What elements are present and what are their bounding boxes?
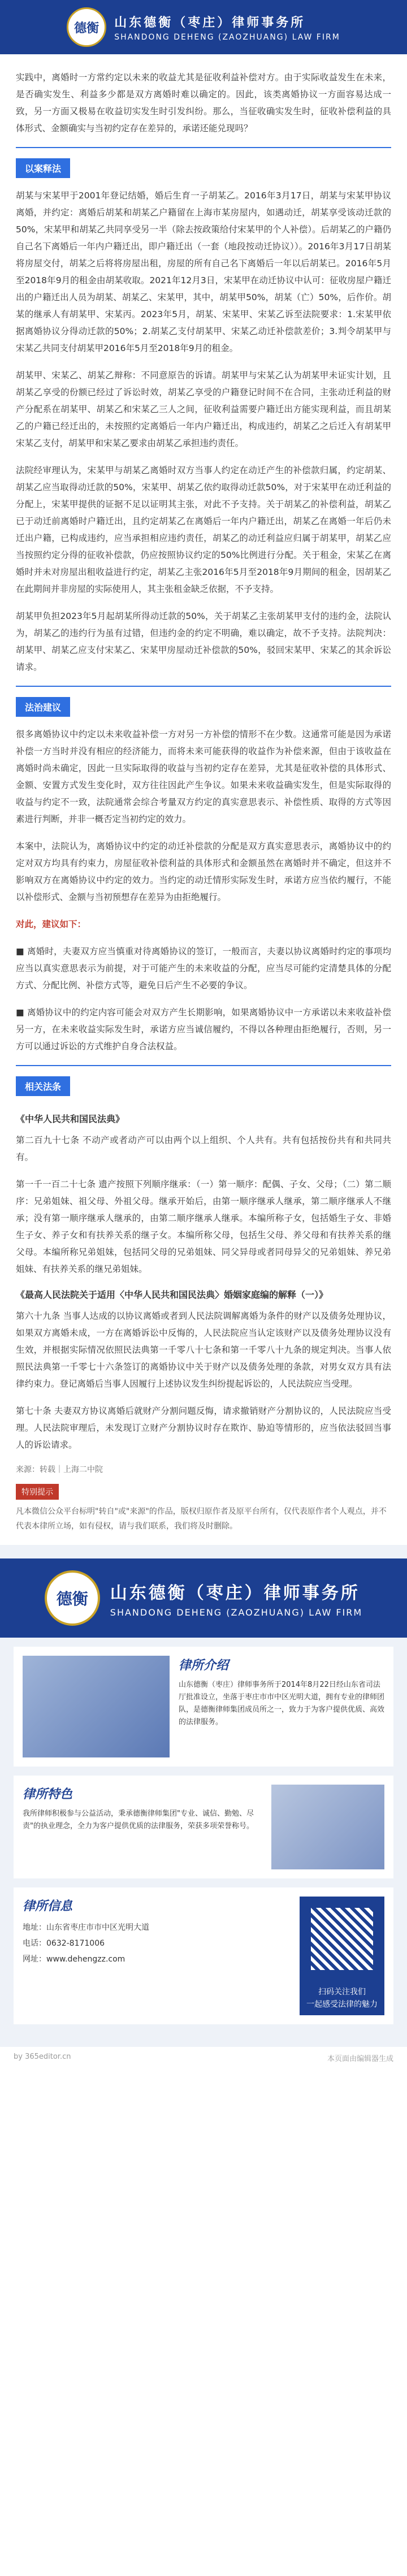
case-section [0, 148, 407, 676]
promo-header [0, 1558, 407, 1638]
footer-right: 本页面由编辑器生成 [327, 2055, 393, 2063]
firm-promo-poster [0, 1545, 407, 2047]
special-notice-badge: 特别提示 [16, 1484, 59, 1500]
promo-firm-name-cn: 山东德衡（枣庄）律师事务所 [110, 1583, 360, 1603]
footer-left: by 365editor.cn [14, 2053, 71, 2061]
intro-paragraph: 实践中，离婚时一方常约定以未来的收益尤其是征收利益补偿对方。由于实际收益发生在未来，是否确实发生、利益多少都是双方离婚时难以确定的。因此，该类离婚协议一方面容易达成一致，另一方面又极易在收益切实发生时引发纠纷。那么，当征收确实发生时，征收补偿利益的具体形式、金额确实与当初约定存在差异的，承诺还能兑现吗？ [16, 72, 391, 133]
promo-header-text [110, 1579, 362, 1618]
civil-code-title: 《中华人民共和国民法典》 [16, 1114, 125, 1124]
firm-name-en: SHANDONG DEHENG (ZAOZHUANG) LAW FIRM [114, 32, 340, 42]
case-paragraph: 法院经审理认为，宋某甲与胡某乙离婚时双方当事人约定在动迁产生的补偿款归属，约定胡某、胡某乙应当取得动迁款的50%，宋某甲、胡某乙依约取得动迁款50%，对于宋某甲在动迁利益的分配上，宋某甲提供的证据不足以证明其主张，对此不予支持。关于胡某乙的补偿利益，胡某乙已于动迁前离婚时户籍迁出，且约定胡某乙在离婚后一年内户籍迁出，胡某乙在离婚一年后仍未迁出户籍，已构成违约，应当承担相应违约责任，胡某乙的动迁利益应归属于胡某甲，胡某乙应当按照约定分得的征收补偿款，仍应按照协议约定的50%比例进行分配。关于租金，宋某乙在离婚时并未对房屋出租收益进行约定，胡某乙主张2016年5月至2018年9月期间的租金，因胡某乙在此期间并非房屋的实际使用人，其主张租金缺乏依据，不予支持。 [16, 465, 391, 594]
firm-logo: 德衡 [67, 7, 106, 47]
qr-code-pattern [311, 1908, 373, 1970]
case-paragraph: 胡某与宋某甲于2001年登记结婚，婚后生育一子胡某乙。2016年3月17日，胡某与宋某甲协议离婚，并约定：离婚后胡某和胡某乙户籍留在上海市某房屋内，如遇动迁，胡某享受该动迁款的50%，宋某甲和胡某乙共同享受另一半（除去按政策给付宋某甲的个人补偿）。后胡某乙的户籍仍自己名下离婚后一年内户籍迁出，即户籍迁出（一套（地段按动迁协议））。2016年3月17日胡某将房屋交付，胡某之后将将房屋出租，房屋的所有自己名下离婚后一年以后胡某已。2016年5月至2018年9月的租金由胡某收取。2021年12月3日，宋某甲在动迁协议中认可：征收房屋户籍迁出的户籍迁出人员为胡某、胡某乙、宋某甲，其中，胡某甲50%，胡某（亡）50%，后作价。胡某的继承人有胡某甲、宋某丙。2023年5月，胡某、宋某甲、宋某乙诉至法院要求：1.宋某甲依据离婚协议分得动迁款的50%；2.胡某乙支付胡某甲、宋某乙动迁补偿款差价；3.判令胡某甲与宋某乙共同支付胡某甲2016年5月至2018年9月的租金。 [16, 191, 391, 353]
interpretation-article: 第六十九条 当事人达成的以协议离婚或者到人民法院调解离婚为条件的财产以及债务处理协议，如果双方离婚未成，一方在离婚诉讼中反悔的，人民法院应当认定该财产以及债务处理协议没有生效，并根据实际情况依照民法典第一千零八十七条和第一千零八十九条的规定判决。当事人依照民法典第一千零七十六条签订的离婚协议中关于财产以及债务处理的条款，对男女双方具有法律约束力。登记离婚后当事人因履行上述协议发生纠纷提起诉讼的，人民法院应当受理。 [16, 1311, 391, 1389]
source-line: 来源：转载｜上海二中院 [16, 1465, 103, 1474]
laws-section-title: 相关法条 [16, 1076, 70, 1096]
qr-code-block [300, 1897, 384, 2015]
firm-intro-text: 山东德衡（枣庄）律师事务所于2014年8月22日经山东省司法厅批准设立，坐落于枣庄市市中区光明大道，拥有专业的律师团队，是德衡律师集团成员所之一，致力于为客户提供优质、高效的法律服务。 [179, 1681, 385, 1726]
page-footer [0, 2047, 407, 2069]
office-building-photo [23, 1656, 170, 1757]
firm-feature-title: 律所特色 [23, 1787, 73, 1802]
advice-paragraph: 本案中，法院认为，离婚协议中约定的动迁补偿款的分配是双方真实意思表示，离婚协议中的约定对双方均具有约束力，房屋征收补偿利益的具体形式和金额虽然在离婚时并不确定，但这并不影响双方在离婚协议中约定的效力。当约定的动迁情形实际发生时，承诺方应当依约履行，不能以补偿形式、金额与当初预想存在差异为由拒绝履行。 [16, 841, 391, 902]
promo-firm-name-en: SHANDONG DEHENG (ZAOZHUANG) LAW FIRM [110, 1607, 363, 1618]
qr-caption: 扫码关注我们 一起感受法律的魅力 [300, 1981, 384, 2015]
firm-name-cn: 山东德衡（枣庄）律师事务所 [114, 15, 306, 30]
disclaimer-text: 凡本微信公众平台标明"转自"或"来源"的作品，版权归原作者及原平台所有，仅代表原作者个人观点，并不代表本律所立场，如有侵权，请与我们联系，我们将及时删除。 [16, 1507, 387, 1531]
firm-intro-card [14, 1647, 393, 1767]
advice-paragraph: 很多离婚协议中约定以未来收益补偿一方对另一方补偿的情形不在少数。这通常可能是因为承诺补偿一方当时并没有相应的经济能力，而将未来可能获得的收益作为补偿来源，但由于该收益在离婚时尚未确定，因此一旦实际取得的收益与当初约定存在差异，尤其是征收补偿的具体形式、金额、安置方式发生变化时，双方往往因此产生争议。如果未来收益确实发生，但是实际取得的收益与约定不一致，法院通常会综合考量双方约定的真实意思表示、补偿性质、取得的方式等因素进行判断，并非一概否定当初约定的效力。 [16, 729, 391, 824]
firm-intro-text-block [179, 1656, 384, 1757]
case-paragraph: 胡某甲负担2023年5月起胡某所得动迁款的50%，关于胡某乙主张胡某甲支付的违约金，法院认为，胡某乙的违约行为虽有过错，但违约金的约定不明确，难以确定，故不予支持。法院判决：胡某甲、胡某乙应支付宋某乙、宋某甲房屋动迁补偿款的50%，驳回宋某甲、宋某乙的其余诉讼请求。 [16, 611, 391, 672]
interpretation-title: 《最高人民法院关于适用〈中华人民共和国民法典〉婚姻家庭编的解释（一）》 [16, 1289, 328, 1300]
law-article: 第一千一百二十七条 遗产按照下列顺序继承：（一）第一顺序：配偶、子女、父母；（二）第二顺序：兄弟姐妹、祖父母、外祖父母。继承开始后，由第一顺序继承人继承，第二顺序继承人不继承；没有第一顺序继承人继承的，由第二顺序继承人继承。本编所称子女，包括婚生子女、非婚生子女、养子女和有扶养关系的继子女。本编所称父母，包括生父母、养父母和有扶养关系的继父母。本编所称兄弟姐妹，包括同父母的兄弟姐妹、同父异母或者同母异父的兄弟姐妹、养兄弟姐妹、有扶养关系的继兄弟姐妹。 [16, 1179, 391, 1274]
case-paragraph: 胡某甲、宋某乙、胡某乙辩称：不同意原告的诉请。胡某甲与宋某乙认为胡某甲未证实计划，且胡某乙享受的份额已经过了诉讼时效，胡某乙享受的户籍登记时间不在合同，主张动迁利益的财产分配系在胡某甲、胡某乙和宋某乙三人之间，征收利益需要户籍迁出方能实现利益，而且胡某乙的户籍已经迁出的，未按照约定离婚后一年内户籍迁出，构成违约，胡某乙之后迁入有胡某甲宋某乙支付，胡某甲和宋某乙要求由胡某乙承担违约责任。 [16, 370, 391, 448]
law-article: 第二百九十七条 不动产或者动产可以由两个以上组织、个人共有。共有包括按份共有和共同共有。 [16, 1135, 391, 1162]
firm-header-banner [0, 0, 407, 54]
firm-website[interactable]: 网址：www.dehengzz.com [23, 1955, 125, 1964]
firm-header-text [114, 13, 340, 42]
promo-logo: 德衡 [45, 1570, 100, 1626]
firm-feature-text-block [23, 1785, 262, 1869]
advice-tip: ■ 离婚协议中的约定内容可能会对双方产生长期影响，如果离婚协议中一方承诺以未来收益补偿另一方，在未来收益实际发生时，承诺方应当诚信履约，不得以各种理由拒绝履行，否则，另一方可以通过诉讼的方式维护自身合法权益。 [16, 1007, 391, 1051]
firm-info-title: 律所信息 [23, 1899, 73, 1913]
firm-address: 地址：山东省枣庄市市中区光明大道 [23, 1923, 149, 1932]
intro-section [0, 69, 407, 137]
advice-summary-label: 对此，建议如下： [16, 919, 86, 929]
laws-section [0, 1066, 407, 1475]
firm-intro-title: 律所介绍 [179, 1659, 229, 1673]
firm-info-card [14, 1887, 393, 2024]
advice-section-title: 法治建议 [16, 697, 70, 717]
advice-tip: ■ 离婚时，夫妻双方应当慎重对待离婚协议的签订，一般而言，夫妻以协议离婚时约定的事项均应当以真实意思表示为前提，对于可能产生的未来收益的分配，应当尽可能约定清楚具体的分配方式、分配比例、补偿方式等，避免日后产生不必要的争议。 [16, 946, 391, 990]
firm-feature-text: 我所律师积极参与公益活动，秉承德衡律师集团"专业、诚信、勤勉、尽责"的执业理念，全力为客户提供优质的法律服务，荣获多项荣誉称号。 [23, 1809, 254, 1830]
firm-feature-photo [271, 1785, 384, 1869]
notice-section [0, 1484, 407, 1534]
qr-code[interactable] [300, 1897, 384, 1981]
firm-phone: 电话：0632-8171006 [23, 1939, 105, 1948]
firm-info-text-block [23, 1897, 291, 2015]
firm-feature-card [14, 1776, 393, 1878]
advice-section [0, 687, 407, 1055]
case-section-title: 以案释法 [16, 158, 70, 178]
interpretation-article: 第七十条 夫妻双方协议离婚后就财产分割问题反悔，请求撤销财产分割协议的，人民法院应当受理。人民法院审理后，未发现订立财产分割协议时存在欺诈、胁迫等情形的，应当依法驳回当事人的诉讼请求。 [16, 1406, 391, 1450]
